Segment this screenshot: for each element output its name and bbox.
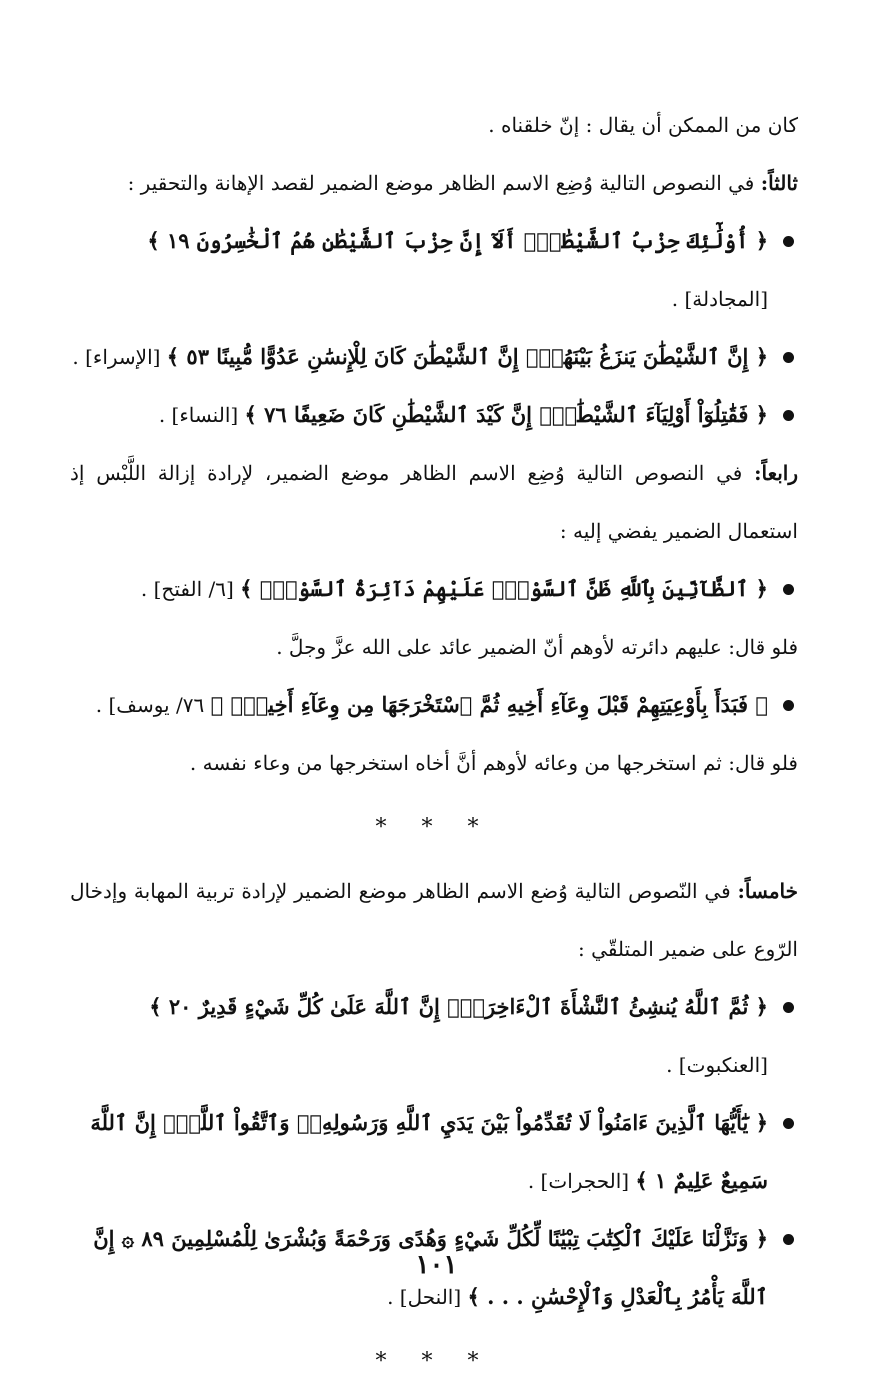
section-separator: * * * [375, 1349, 493, 1374]
verse-reference: [الإسراء] . [72, 345, 167, 369]
verse-item [70, 560, 798, 618]
bullet-icon [783, 584, 794, 595]
section-4-label: رابعاً: [754, 461, 798, 485]
section-separator: * * * [375, 815, 493, 840]
section-3-label: ثالثاً: [760, 171, 798, 195]
quran-verse: ﴿ يَٰٓأَيُّهَا ٱلَّذِينَ ءَامَنُواْ لَا تُقَدِّمُواْ بَيْنَ يَدَيِ ٱللَّهِ وَرَسُولِهِۦۖ وَٱتَّقُواْ ٱللَّهَۚ إِنَّ ٱللَّهَ سَمِيعٌ عَلِيمٌ ١ ﴾ [90, 1110, 768, 1193]
intro-line: كان من الممكن أن يقال : إنّ خلقناه . [488, 113, 798, 137]
section-4-text: في النصوص التالية وُضِع الاسم الظاهر موضع الضمير، لإرادة إزالة اللَّبْس إذ استعمال الضمير يفضي إليه : [70, 461, 798, 543]
quran-verse: ﴿ ثُمَّ ٱللَّهُ يُنشِئُ ٱلنَّشْأَةَ ٱلْءَاخِرَةَۚ إِنَّ ٱللَّهَ عَلَىٰ كُلِّ شَيْءٍ قَدِيرٌ ٢٠ ﴾ [149, 994, 768, 1019]
bullet-icon [783, 1234, 794, 1245]
verse-reference: [العنكبوت] . [666, 1053, 768, 1077]
bullet-icon [783, 1002, 794, 1013]
verse-item [70, 676, 798, 734]
bullet-icon [783, 352, 794, 363]
quran-verse: ﴿ وَنَزَّلْنَا عَلَيْكَ ٱلْكِتَٰبَ تِبْيَٰنًا لِّكُلِّ شَيْءٍ وَهُدًى وَرَحْمَةً وَبُشْرَىٰ لِلْمُسْلِمِينَ ٨٩ ۞ إِنَّ ٱللَّهَ يَأْمُرُ بِٱلْعَدْلِ وَٱلْإِحْسَٰنِ . . . ﴾ [93, 1226, 768, 1309]
note-paragraph: فلو قال: ثم استخرجها من وعائه لأوهم أنَّ أخاه استخرجها من وعاء نفسه . [189, 751, 798, 775]
quran-verse: ﴿ فَقَٰتِلُوٓاْ أَوْلِيَآءَ ٱلشَّيْطَٰنِۖ إِنَّ كَيْدَ ٱلشَّيْطَٰنِ كَانَ ضَعِيفًا ٧٦ ﴾ [244, 402, 768, 427]
verse-item [70, 212, 798, 328]
bullet-icon [783, 410, 794, 421]
section-5-label: خامساً: [737, 879, 798, 903]
verse-item [70, 386, 798, 444]
section-5-text: في النّصوص التالية وُضع الاسم الظاهر موضع الضمير لإرادة تربية المهابة وإدخال الرّوع على ضمير المتلقّي : [70, 879, 798, 961]
page-number: ١٠١ [415, 1250, 458, 1280]
verse-reference: [النحل] . [387, 1285, 468, 1309]
note-paragraph: فلو قال: عليهم دائرته لأوهم أنّ الضمير عائد على الله عزَّ وجلَّ . [276, 635, 798, 659]
verse-item [70, 328, 798, 386]
quran-verse: ﴿ أُوْلَٰٓئِكَ حِزْبُ ٱلشَّيْطَٰنِۚ أَلَآ إِنَّ حِزْبَ ٱلشَّيْطَٰنِ هُمُ ٱلْخَٰسِرُونَ ١٩ ﴾ [147, 228, 768, 253]
page-body [70, 96, 798, 1396]
bullet-icon [783, 700, 794, 711]
verse-reference: [٦/ الفتح] . [140, 577, 241, 601]
quran-verse: ﴿ فَبَدَأَ بِأَوْعِيَتِهِمْ قَبْلَ وِعَآءِ أَخِيهِ ثُمَّ ٱسْتَخْرَجَهَا مِن وِعَآءِ أَخِيهِۚ ﴾ [210, 692, 768, 717]
verse-reference: [الحجرات] . [527, 1169, 636, 1193]
verse-item [70, 1094, 798, 1210]
section-5-paragraph [70, 862, 798, 978]
verse-reference: ٧٦/ يوسف] . [95, 693, 211, 717]
quran-verse: ﴿ ٱلظَّآنِّينَ بِٱللَّهِ ظَنَّ ٱلسَّوْءِۚ عَلَيْهِمْ دَآئِرَةُ ٱلسَّوْءِۖ ﴾ [240, 576, 768, 601]
quran-verse: ﴿ إِنَّ ٱلشَّيْطَٰنَ يَنزَغُ بَيْنَهُمْۚ إِنَّ ٱلشَّيْطَٰنَ كَانَ لِلْإِنسَٰنِ عَدُوًّا مُّبِينًا ٥٣ ﴾ [166, 344, 768, 369]
section-3-text: في النصوص التالية وُضِع الاسم الظاهر موضع الضمير لقصد الإهانة والتحقير : [127, 171, 761, 195]
bullet-icon [783, 236, 794, 247]
verse-item [70, 978, 798, 1094]
section-3-paragraph [70, 154, 798, 212]
section-4-paragraph [70, 444, 798, 560]
verse-reference: [النساء] . [158, 403, 245, 427]
bullet-icon [783, 1118, 794, 1129]
verse-reference: [المجادلة] . [671, 287, 768, 311]
